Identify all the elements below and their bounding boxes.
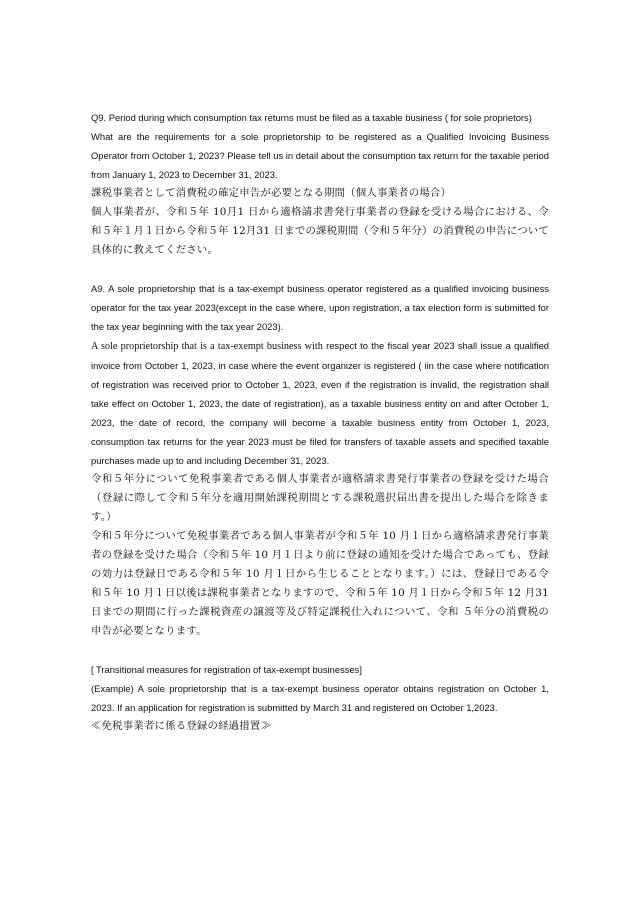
transitional-example-en: (Example) A sole proprietorship that is a tax-exempt business operator obtains registration on October 1, 2023. If an application for registration is submitted by March 31 and registered on October 1,2023. (91, 683, 549, 713)
document-page (91, 108, 549, 736)
q9-question-en: What are the requirements for a sole proprietorship to be registered as a Qualified Invoicing Business Operator from October 1, 2023? Please tell us in detail about the consumption tax return for the taxable period from January 1, 2023 to December 31, 2023. (91, 131, 549, 180)
transitional-heading-en: [ Transitional measures for registration of tax-exempt businesses] (91, 664, 362, 675)
a9-answer-en-2 (91, 336, 549, 470)
paragraph-gap (91, 260, 549, 279)
q9-title-jp: 課税事業者として消費税の確定申告が必要となる期間（個人事業者の場合） (91, 187, 452, 199)
q9-question-jp: 個人事業者が、令和５年 10月1 日から適格請求書発行事業者の登録を受ける場合における、令和５年１月１日から令和５年 12月31 日までの課税期間（令和５年分）の消費税の申告について具体的に教えてください。 (91, 206, 549, 256)
a9-answer-en-2-lead: A sole proprietorship that is a tax-exempt business with (91, 341, 323, 352)
paragraph-gap (91, 641, 549, 660)
a9-answer-en-2-rest: respect to the fiscal year 2023 shall issue a qualified invoice from October 1, 2023, in case where the event organizer is registered ( iin the case where notification of registration was received prior to October 1, 2023, even if the registration is invalid, the registration shall take effect on October 1, 2023, the date of registration), as a taxable business entity on and after October 1, 2023, the date of record, the company will become a taxable business entity from October 1, 2023, consumption tax returns for the year 2023 must be filed for transfers of taxable assets and specified taxable purchases made up to and including December 31, 2023. (91, 340, 549, 466)
transitional-heading-jp: ≪免税事業者に係る登録の経過措置≫ (91, 720, 272, 732)
a9-answer-en-1: A9. A sole proprietorship that is a tax-exempt business operator registered as a qualified invoicing business operator for the tax year 2023(except in the case where, upon registration, a tax election form is submitted for the tax year beginning with the tax year 2023). (91, 283, 549, 332)
a9-answer-jp-1: 令和５年分について免税事業者である個人事業者が適格請求書発行事業者の登録を受けた場合（登録に際して令和５年分を適用開始課税期間とする課税選択届出書を提出した場合を除きます。） (91, 473, 549, 523)
q9-title-en: Q9. Period during which consumption tax returns must be filed as a taxable business ( for sole proprietors) (91, 112, 532, 123)
a9-answer-jp-2: 令和５年分について免税事業者である個人事業者が令和５年 10 月１日から適格請求書発行事業者の登録を受けた場合（令和５年 10 月１日より前に登録の通知を受けた場合であっても、登録の効力は登録日である令和５年 10 月１日から生じることとなります。）には、登録日である令和５年 10 月１日以後は課税事業者となりますので、令和５年 10 月１日から令和５年 12 月31 日までの期間に行った課税資産の譲渡等及び特定課税仕入れについて、令和 ５年分の消費税の申告が必要となります。 (91, 530, 549, 637)
